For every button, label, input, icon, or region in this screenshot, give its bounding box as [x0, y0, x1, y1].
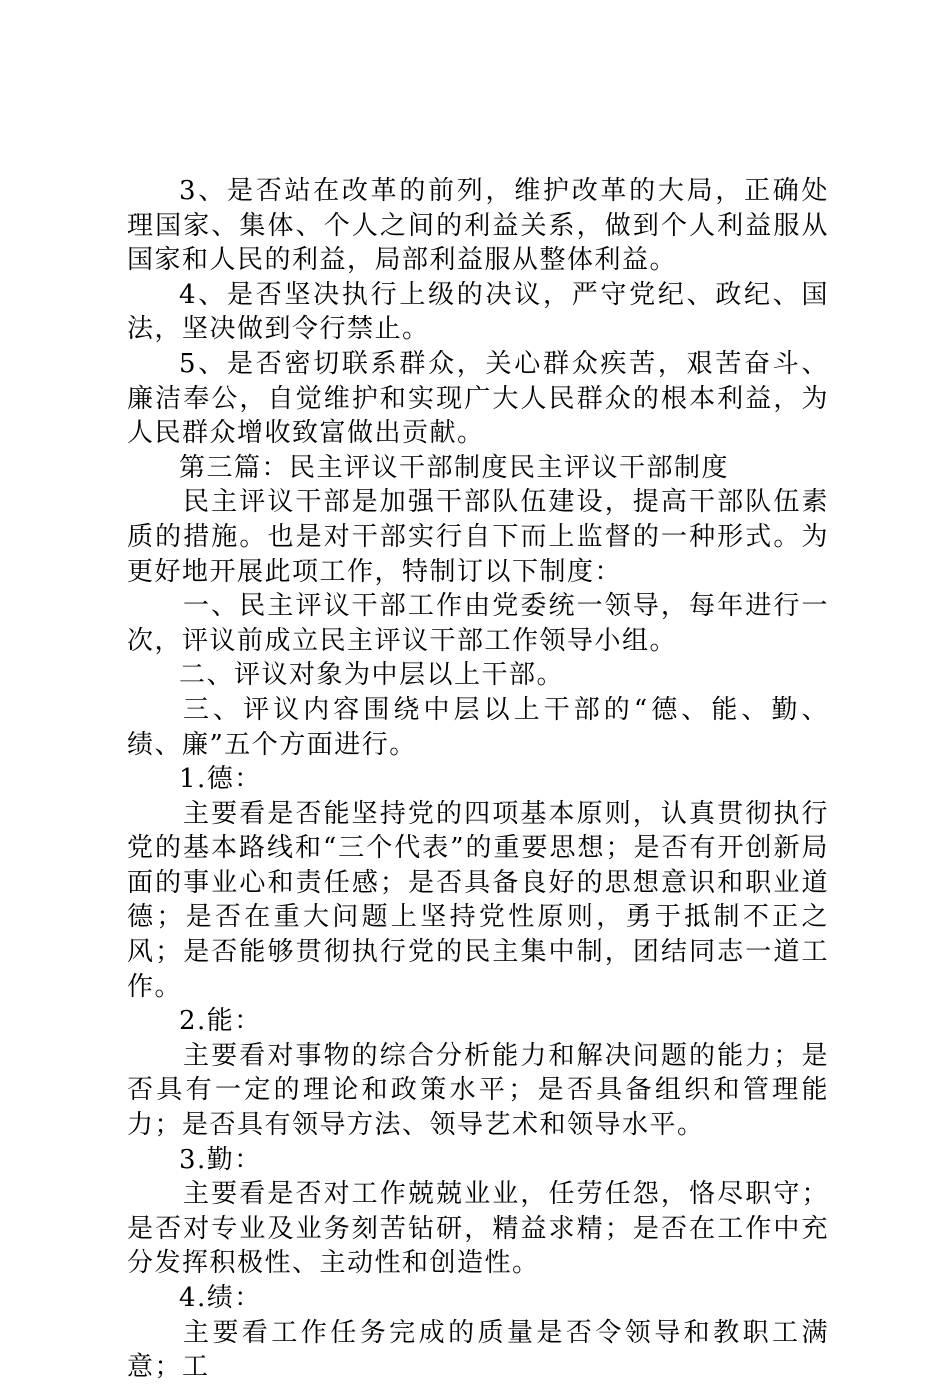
paragraph-qin: 主要看是否对工作兢兢业业，任劳任怨，恪尽职守；是否对专业及业务刻苦钻研，精益求精；是否在工作中充分发挥积极性、主动性和创造性。	[127, 1179, 829, 1279]
rule-1: 一、民主评议干部工作由党委统一领导，每年进行一次，评议前成立民主评议干部工作领导小组。	[127, 591, 829, 656]
paragraph-intro: 民主评议干部是加强干部队伍建设，提高干部队伍素质的措施。也是对干部实行自下而上监督的一种形式。为更好地开展此项工作，特制订以下制度：	[127, 487, 829, 587]
paragraph-ji: 主要看工作任务完成的质量是否令领导和教职工满意；工	[127, 1317, 829, 1383]
heading-neng: 2.能：	[179, 1006, 262, 1037]
paragraph-neng: 主要看对事物的综合分析能力和解决问题的能力；是否具有一定的理论和政策水平；是否具备组织和管理能力；是否具有领导方法、领导艺术和领导水平。	[127, 1040, 829, 1141]
section-title: 第三篇：民主评议干部制度民主评议干部制度	[179, 452, 730, 483]
paragraph-item-5: 5、是否密切联系群众，关心群众疾苦，艰苦奋斗、廉洁奉公，自觉维护和实现广大人民群众的根本利益，为人民群众增收致富做出贡献。	[127, 348, 829, 449]
document-body	[127, 174, 829, 1385]
paragraph-de: 主要看是否能坚持党的四项基本原则，认真贯彻执行党的基本路线和“三个代表”的重要思想；是否有开创新局面的事业心和责任感；是否具备良好的思想意识和职业道德；是否在重大问题上坚持党性原则，勇于抵制不正之风；是否能够贯彻执行党的民主集中制，团结同志一道工作。	[127, 798, 829, 1002]
heading-de: 1.德：	[179, 764, 262, 795]
paragraph-item-3: 3、是否站在改革的前列，维护改革的大局，正确处理国家、集体、个人之间的利益关系，做到个人利益服从国家和人民的利益，局部利益服从整体利益。	[127, 176, 829, 276]
paragraph-item-4: 4、是否坚决执行上级的决议，严守党纪、政纪、国法，坚决做到令行禁止。	[127, 279, 829, 345]
heading-ji: 4.绩：	[179, 1283, 262, 1313]
rule-3: 三、评议内容围绕中层以上干部的“德、能、勤、绩、廉”五个方面进行。	[127, 694, 829, 760]
rule-2: 二、评议对象为中层以上干部。	[179, 660, 565, 691]
heading-qin: 3.勤：	[179, 1144, 262, 1175]
